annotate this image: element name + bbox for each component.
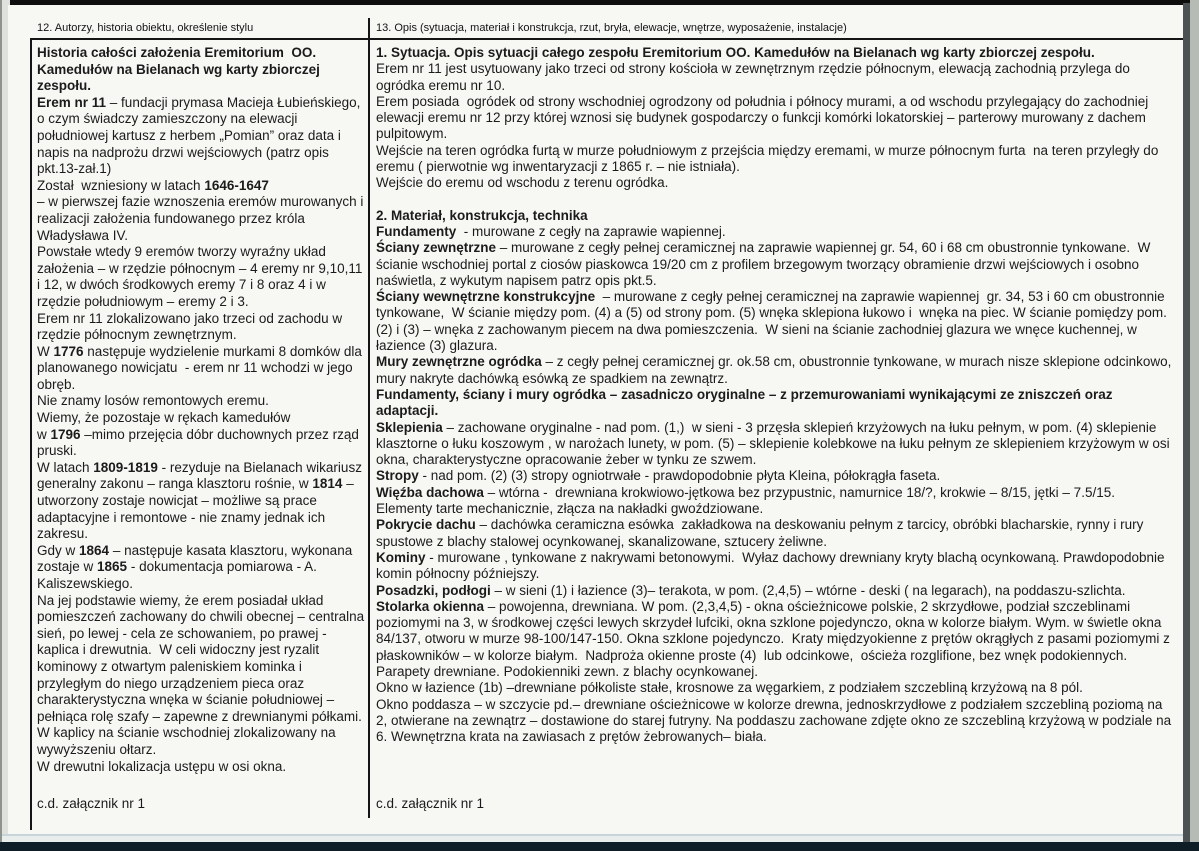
text-run: Ściany wewnętrzne konstrukcyjne xyxy=(376,289,596,305)
section-12-header: 12. Autorzy, historia obiektu, określenie stylu xyxy=(37,22,254,34)
scan-edge-right xyxy=(1183,3,1190,842)
text-run: – fundacji prymasa Macieja Łubieńskiego, o czym świadczy zamieszczony na elewacji południowej kartusz z herbem „Pomian” oraz data i napis na nadprożu drzwi wejściowych (patrz opis pkt.13-zał.1) xyxy=(37,94,365,177)
text-run: Fundamenty, ściany i mury ogródka – zasadniczo oryginalne – z przemurowaniami wynikającymi ze zniszczeń oraz adaptacji. xyxy=(376,386,1117,419)
text-run: Erem nr 11 zlokalizowano jako trzeci od zachodu w rzędzie północnym zewnętrznym. xyxy=(37,310,346,343)
paragraph xyxy=(376,224,1173,240)
text-run: Został wzniesiony w latach xyxy=(37,177,205,193)
text-run: Powstałe wtedy 9 eremów tworzy wyraźny układ założenia – w rzędzie północnym – 4 eremy nr 9,10,11 i 12, w dwóch środkowych eremy 7 i 8 oraz 4 i w rzędzie południowym – eremy 2 i 3. xyxy=(37,244,367,309)
section-12-text xyxy=(37,45,368,775)
text-run: 1865 xyxy=(97,559,128,575)
paragraph xyxy=(37,592,368,759)
paragraph xyxy=(376,468,1173,484)
paragraph xyxy=(37,427,365,460)
paragraph xyxy=(376,550,1173,583)
paragraph xyxy=(37,344,365,394)
column-divider xyxy=(368,18,370,818)
paragraph xyxy=(376,143,1173,176)
text-run: Gdy w xyxy=(37,542,80,558)
scan-edge-bottom xyxy=(0,842,1199,851)
text-run: – z cegły pełnej ceramicznej gr. ok.58 cm, obustronnie tynkowane, w murach nisze sklepione odcinkowo, mury nakryte dachówką esówką ze spadkiem na zewnątrz. xyxy=(376,354,1176,386)
text-run: 1809-1819 xyxy=(93,459,158,475)
text-run: Wiemy, że pozostaje w rękach kamedułów xyxy=(37,410,291,426)
text-run: Sklepienia xyxy=(376,419,443,435)
text-run: - nad pom. (2) (3) stropy ogniotrwałe - prawdopodobnie płyta Kleina, półokrągła faseta. xyxy=(418,468,941,484)
paragraph xyxy=(37,244,365,310)
paragraph xyxy=(37,178,365,195)
text-run: Stolarka okienna xyxy=(376,598,485,614)
paragraph xyxy=(376,354,1176,387)
paragraph xyxy=(37,759,365,776)
section-13-header: 13. Opis (sytuacja, materiał i konstrukcja, rzut, bryła, elewacje, wnętrze, wyposażenie, instalacje) xyxy=(376,22,847,34)
paragraph xyxy=(37,45,365,95)
scan-edge-right-outer xyxy=(1190,0,1199,842)
text-run: Fundamenty xyxy=(376,223,457,239)
text-run: Erem nr 11 jest usytuowany jako trzeci od strony kościoła w zewnętrznym rzędzie północnym, elewacją zachodnią przylega do ogródka eremu nr 10. xyxy=(376,61,1134,93)
paragraph xyxy=(376,517,1173,550)
paragraph xyxy=(376,583,1173,599)
text-run: Posadzki, podłogi xyxy=(376,582,491,598)
text-run: Wejście do eremu od wschodu z terenu ogródka. xyxy=(376,175,669,191)
text-run: – dachówka ceramiczna esówka zakładkowa na deskowaniu pełnym z tarcicy, obróbki blacharskie, rynny i rury spustowe z blachy stalowej ocynkowanej, skanalizowane, sztucery żeliwne. xyxy=(376,517,1148,549)
paragraph xyxy=(376,61,1173,94)
text-run: Wejście na teren ogródka furtą w murze południowym z przejścia między eremami, w murze północnym furta na teren przyległy do eremu ( pierwotnie wg inwentaryzacji z 1865 r. – nie istniała). xyxy=(376,142,1163,175)
text-run: 1646-1647 xyxy=(204,177,269,193)
text-run: W latach xyxy=(37,459,94,475)
text-run: 2. Materiał, konstrukcja, technika xyxy=(376,207,588,223)
text-run: Stropy xyxy=(376,468,419,484)
text-run: - rezyduje na Bielanach wikariusz generalny zakonu – ranga klasztoru rośnie, w xyxy=(37,459,366,492)
text-run: – powojenna, drewniana. W pom. (2,3,4,5) - okna ościeżnicowe polskie, 2 skrzydłowe, podział szczeblinami poziomymi na 3, w środkowej części lewych skrzydeł lufciki, okna szklone pojedynczo, okna w kolorze białym. Wym. w świetle okna 84/137, otworu w murze 98-100/147-150. Okna szklone pojedynczo. Kraty międzyokienne z prętów okrągłych z pasami poziomymi z płaskowników – w kolorze białym. Nadproża okienne proste (4) lub odcinkowe, ościeża rozglifione, bez wnęk podokiennych. Parapety drewniane. Podokienniki zewn. z blachy ocynkowanej. xyxy=(376,598,1174,679)
text-run: – następuje kasata klasztoru, wykonana zostaje w xyxy=(37,542,356,575)
section-12-footer: c.d. załącznik nr 1 xyxy=(37,796,146,811)
text-run: Okno w łazience (1b) –drewniane półkoliste stałe, krosnowe za węgarkiem, z podziałem szczebliną krzyżową na 8 pól. xyxy=(376,680,1083,696)
text-run: Okno poddasza – w szczycie pd.– drewniane ościeżnicowe w kolorze drewna, jednoskrzydłowe z podziałem szczebliną poziomą na 2, otwierane na zewnątrz – dostawione do starej futryny. Na poddaszu zachowane zdjęte okno ze szczebliną krzyżową w podziale na 6. Wewnętrzna krata na zawiasach z prętów żebrowanych– biała. xyxy=(376,696,1175,745)
left-table-border xyxy=(30,38,32,830)
paragraph xyxy=(376,175,1173,191)
paragraph xyxy=(37,393,365,410)
paragraph xyxy=(376,208,1173,224)
paragraph xyxy=(376,387,1173,420)
text-run: Erem posiada ogródek od strony wschodniej ogrodzony od południa i północy murami, a od wschodu przylegający do zachodniej elewacji eremu nr 12 przy której wznosi się budynek gospodarczy o funkcji komórki lokatorskiej – parterowy murowany z dachem pulpitowym. xyxy=(376,93,1152,142)
section-13-text xyxy=(376,45,1176,745)
text-run: Historia całości założenia Eremitorium OO. Kamedułów na Bielanach wg karty zbiorczej zespołu. xyxy=(37,45,324,94)
paragraph xyxy=(376,289,1173,354)
scan-edge-top xyxy=(10,0,1199,5)
text-run: Więźba dachowa xyxy=(376,484,484,500)
paragraph xyxy=(376,94,1173,143)
scan-edge-left xyxy=(0,0,2,842)
section-13-footer: c.d. załącznik nr 1 xyxy=(376,796,485,811)
text-run: - dokumentacja pomiarowa - A. Kaliszewskiego. xyxy=(37,559,321,591)
text-run: 1814 xyxy=(312,476,343,492)
paragraph xyxy=(376,240,1173,289)
text-run: Mury zewnętrzne ogródka xyxy=(376,354,542,370)
text-run: –mimo przejęcia dóbr duchownych przez rząd pruski. xyxy=(37,426,363,459)
paragraph xyxy=(37,194,368,244)
paragraph xyxy=(37,460,365,543)
text-run: Pokrycie dachu xyxy=(376,517,476,533)
text-run: – zachowane oryginalne - nad pom. (1,) w sieni - 3 przęsła sklepień krzyżowych na łuku pełnym, w pom. (4) sklepienie klasztorne o łuku koszowym , w narożach lunety, w pom. (5) – sklepienie kolebkowe na łuku pełnym ze sklepieniem krzyżowym w osi okna, charakterystyczne opracowanie żeber w tynku ze szwem. xyxy=(376,419,1174,468)
text-run: 1864 xyxy=(79,542,110,558)
text-run: w xyxy=(37,426,51,442)
text-run: W xyxy=(37,343,54,359)
text-run: – w pierwszej fazie wznoszenia eremów murowanych i realizacji założenia fundowanego przez króla Władysława IV. xyxy=(37,194,368,243)
text-run: Na jej podstawie wiemy, że erem posiadał układ pomieszczeń zachowany do chwili obecnej – centralna sień, po lewej - cela ze schowaniem, po prawej - kaplica i drewutnia. W celi widoczny jest ryzalit kominowy z otwartym paleniskiem kominka i przyległym do niego urządzeniem pieca oraz charakterystyczna wnęka w ścianie południowej – pełniąca rolę szafy – zapewne z drewnianymi półkami. W kaplicy na ścianie wschodniej zlokalizowany na wywyższeniu ołtarz. xyxy=(37,592,368,757)
text-run: 1796 xyxy=(50,426,81,442)
paragraph xyxy=(376,45,1173,61)
paragraph xyxy=(376,485,1173,518)
paragraph xyxy=(37,543,365,593)
text-run: – utworzony zostaje nowicjat – możliwe są prace adaptacyjne i remontowe - nie znamy jednak ich zakresu. xyxy=(37,476,358,542)
scan-page-bottom-edge xyxy=(2,834,1190,842)
text-run: – wtórna - drewniana krokwiowo-jętkowa bez przypustnic, namurnice 18/?, krokwie – 8/15, jętki – 7.5/15. Elementy tarte mechanicznie, złącza na nakładki gwoździowane. xyxy=(376,484,1119,517)
text-run: Erem nr 11 xyxy=(37,94,107,110)
text-run: - murowane , tynkowane z nakrywami betonowymi. Wyłaz dachowy drewniany kryty blachą ocynkowaną. Prawdopodobnie komin północny późniejszy. xyxy=(376,549,1169,582)
paragraph xyxy=(376,680,1173,696)
text-run: – murowane z cegły pełnej ceramicznej na zaprawie wapiennej gr. 54, 60 i 68 cm obustronnie tynkowane. W ścianie wschodniej portal z ciosów piaskowca 19/20 cm z profilem brzegowym tworzący obramienie drzwi wejściowych i osobno naświetla, z wykutym napisem patrz opis pkt.5. xyxy=(376,240,1155,288)
text-run: W drewutni lokalizacja ustępu w osi okna. xyxy=(37,758,287,774)
text-run: - murowane z cegły na zaprawie wapiennej. xyxy=(456,223,726,239)
document-page xyxy=(8,5,1183,837)
header-rule xyxy=(30,38,1183,40)
paragraph xyxy=(376,697,1173,746)
text-run: następuje wydzielenie murkami 8 domków dla planowanego nowicjatu - erem nr 11 wchodzi w jego obręb. xyxy=(37,343,366,392)
paragraph xyxy=(376,420,1173,469)
text-run: – w sieni (1) i łazience (3)– terakota, w pom. (2,4,5) – wtórne - deski ( na legarach), na poddaszu-szlichta. xyxy=(490,582,1126,598)
text-run: – murowane z cegły pełnej ceramicznej na zaprawie wapiennej gr. 34, 53 i 60 cm obustronnie tynkowane, W ścianie między pom. (4) a (5) od strony pom. (5) wnęka sklepiona łukowo i wnęka na piec. W ścianie pomiędzy pom. (2) i (3) – wnęka z zachowanym piecem na dwa pomieszczenia. W sieni na ścianie zachodniej glazura we wnęce kuchennej, w łazience (3) glazura. xyxy=(376,289,1171,354)
paragraph xyxy=(37,95,365,178)
paragraph xyxy=(37,410,365,427)
text-run: Kominy xyxy=(376,549,426,565)
paragraph xyxy=(376,599,1173,680)
text-run: 1. Sytuacja. Opis sytuacji całego zespołu Eremitorium OO. Kamedułów na Bielanach wg karty zbiorczej zespołu. xyxy=(376,45,1095,60)
text-run: Nie znamy losów remontowych eremu. xyxy=(37,393,269,409)
text-run: 1776 xyxy=(53,343,84,359)
paragraph xyxy=(37,311,365,344)
text-run: Ściany zewnętrzne xyxy=(376,240,497,256)
